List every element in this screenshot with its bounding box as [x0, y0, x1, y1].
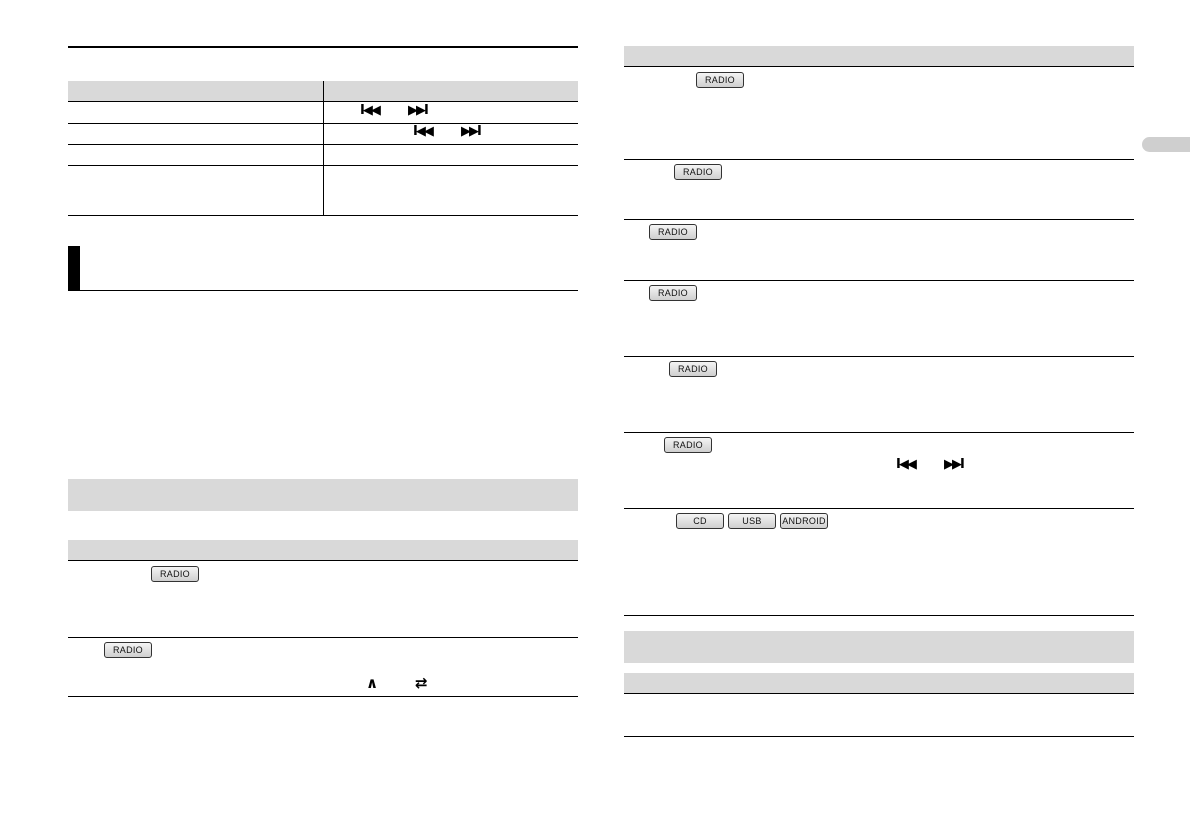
previous-track-icon: I◀◀: [360, 103, 379, 118]
previous-track-icon: I◀◀: [896, 457, 915, 472]
table-bottom-rule: [68, 696, 578, 697]
table-row-rule: [68, 123, 578, 124]
caret-up-icon: ∧: [366, 674, 377, 692]
section-heading-marker: [68, 246, 80, 291]
android-key: ANDROID: [780, 513, 828, 529]
table-row-rule: [624, 432, 1134, 433]
next-track-icon: ▶▶I: [461, 124, 480, 139]
table-row-rule: [624, 219, 1134, 220]
repeat-icon: ⇄: [415, 674, 428, 692]
table-row-rule: [624, 280, 1134, 281]
top-rule: [68, 46, 578, 48]
table-bottom-rule: [624, 615, 1134, 616]
table-row-rule: [624, 66, 1134, 67]
radio-key: RADIO: [649, 285, 697, 301]
table-row-rule: [68, 165, 578, 166]
table-row-rule: [624, 508, 1134, 509]
previous-track-icon: I◀◀: [413, 124, 432, 139]
table-row-rule: [68, 101, 578, 102]
table-bottom-rule: [68, 215, 578, 216]
table-bottom-rule: [624, 736, 1134, 737]
language-side-tab: [1142, 137, 1190, 152]
radio-table-header: [68, 540, 578, 560]
next-track-icon: ▶▶I: [408, 103, 427, 118]
table-row-rule: [68, 144, 578, 145]
radio-key: RADIO: [674, 164, 722, 180]
radio-key: RADIO: [664, 437, 712, 453]
subsection-bar: [68, 479, 578, 511]
cd-key: CD: [676, 513, 724, 529]
radio-key: RADIO: [649, 224, 697, 240]
table-row-rule: [624, 693, 1134, 694]
radio-key: RADIO: [669, 361, 717, 377]
table-row-rule: [68, 560, 578, 561]
table-row-rule: [68, 637, 578, 638]
table-row-rule: [624, 159, 1134, 160]
usb-key: USB: [728, 513, 776, 529]
next-track-icon: ▶▶I: [944, 457, 963, 472]
radio-key: RADIO: [696, 72, 744, 88]
table-row-rule: [624, 356, 1134, 357]
radio-table-header: [624, 46, 1134, 66]
subsection-bar: [624, 631, 1134, 663]
settings-table-header: [624, 673, 1134, 693]
radio-key: RADIO: [151, 566, 199, 582]
radio-key: RADIO: [104, 642, 152, 658]
section-heading-rule: [68, 290, 578, 291]
